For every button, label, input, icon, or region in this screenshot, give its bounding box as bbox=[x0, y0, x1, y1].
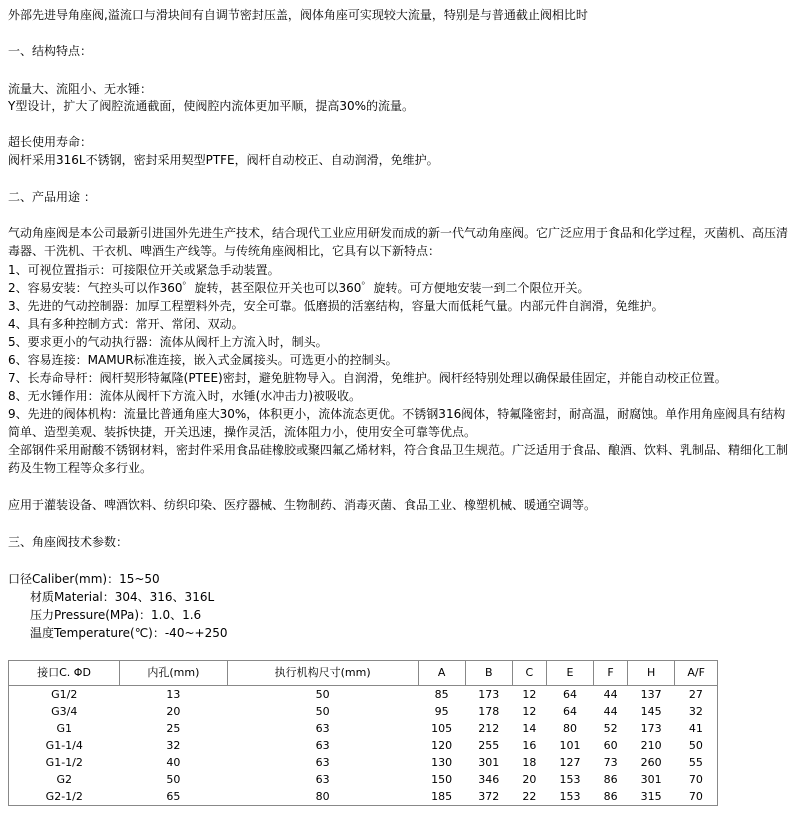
table-cell: 145 bbox=[640, 705, 662, 718]
table-cell: 65 bbox=[120, 788, 228, 806]
header-interface: 接口C. ΦD bbox=[9, 661, 120, 686]
table-cell: 12 bbox=[522, 705, 537, 718]
table-cell: G1-1/2 bbox=[45, 756, 83, 769]
header-af: A/F bbox=[675, 661, 718, 686]
table-cell: 40 bbox=[166, 756, 181, 769]
table-cell: 153 bbox=[546, 788, 593, 806]
table-cell: 70 bbox=[688, 773, 703, 786]
table-cell: 153 bbox=[559, 773, 581, 786]
feature-item-2: 2、容易安装：气控头可以作360゜旋转，甚至限位开关也可以360゜旋转。可方便地安装一到二个限位开关。 bbox=[8, 281, 590, 295]
table-cell: 14 bbox=[522, 722, 537, 735]
feature-item-8: 8、无水锤作用：流体从阀杆下方流入时，水锤(水冲击力)被吸收。 bbox=[8, 389, 362, 403]
table-cell: G2-1/2 bbox=[9, 788, 120, 806]
table-cell: G3/4 bbox=[51, 705, 78, 718]
feature-item-6: 6、容易连接：MAMUR标准连接，嵌入式金属接头。可选更小的控制头。 bbox=[8, 353, 398, 367]
table-cell: 25 bbox=[166, 722, 181, 735]
header-actuator-size: 执行机构尺寸(mm) bbox=[227, 661, 418, 686]
header-h: H bbox=[628, 661, 675, 686]
table-cell: G1/2 bbox=[51, 688, 78, 701]
table-cell: 86 bbox=[594, 788, 628, 806]
table-cell: 130 bbox=[431, 756, 453, 769]
table-row bbox=[9, 737, 718, 754]
feature-item-9: 9、先进的阀体机构：流量比普通角座大30%，体积更小，流体流态更优。不锈钢316阀体，特氟隆密封，耐高温，耐腐蚀。单作用角座阀具有结构简单、造型美观、装拆快捷，开关迅速，操作灵活，流体阻力小，使用安全可靠等优点。 bbox=[8, 407, 786, 439]
param-pressure: 压力Pressure(MPa)：1.0、1.6 bbox=[30, 608, 202, 622]
table-cell: G1 bbox=[56, 722, 73, 735]
table-cell: 52 bbox=[603, 722, 618, 735]
table-cell: 20 bbox=[522, 773, 537, 786]
param-material: 材质Material：304、316、316L bbox=[30, 590, 215, 604]
material-paragraph: 全部钢件采用耐酸不锈钢材料，密封件采用食品硅橡胶或聚四氟乙烯材料，符合食品卫生规范。广泛适用于食品、酿酒、饮料、乳制品、精细化工制药及生物工程等众多行业。 bbox=[8, 443, 789, 475]
table-cell: 63 bbox=[315, 756, 330, 769]
header-c: C bbox=[512, 661, 546, 686]
feature-item-1: 1、可视位置指示：可接限位开关或紧急手动装置。 bbox=[8, 263, 280, 277]
table-cell: 212 bbox=[478, 722, 500, 735]
header-f: F bbox=[594, 661, 628, 686]
section-3-title: 三、角座阀技术参数： bbox=[8, 535, 129, 549]
table-cell: 315 bbox=[628, 788, 675, 806]
table-cell: 73 bbox=[603, 756, 618, 769]
table-cell: 22 bbox=[512, 788, 546, 806]
table-cell: 150 bbox=[431, 773, 453, 786]
table-cell: 44 bbox=[603, 688, 618, 701]
param-caliber: 口径Caliber(mm)：15~50 bbox=[8, 572, 160, 586]
table-cell: 80 bbox=[227, 788, 418, 806]
table-cell: 260 bbox=[640, 756, 662, 769]
table-cell: 95 bbox=[434, 705, 449, 718]
usage-paragraph: 气动角座阀是本公司最新引进国外先进生产技术，结合现代工业应用研发而成的新一代气动角座阀。它广泛应用于食品和化学过程，灭菌机、高压清毒器、干洗机、干衣机、啤酒生产线等。与传统角座阀相比，它具有以下新特点： bbox=[8, 226, 789, 258]
table-cell: 80 bbox=[562, 722, 577, 735]
table-cell: 105 bbox=[431, 722, 453, 735]
table-cell: G2 bbox=[56, 773, 73, 786]
table-cell: 127 bbox=[559, 756, 581, 769]
table-cell: 210 bbox=[640, 739, 662, 752]
table-cell: 173 bbox=[478, 688, 500, 701]
table-cell: 20 bbox=[166, 705, 181, 718]
table-cell: 13 bbox=[166, 688, 181, 701]
table-cell: 60 bbox=[603, 739, 618, 752]
table-cell: 64 bbox=[562, 705, 577, 718]
table-header-row bbox=[9, 661, 718, 686]
table-row bbox=[9, 703, 718, 720]
table-row bbox=[9, 771, 718, 788]
section-1-title: 一、结构特点： bbox=[8, 44, 93, 58]
table-row bbox=[9, 686, 718, 704]
table-cell: 70 bbox=[675, 788, 718, 806]
table-cell: 55 bbox=[688, 756, 703, 769]
table-cell: 120 bbox=[431, 739, 453, 752]
spec-table bbox=[8, 660, 718, 806]
feature-1-text: Y型设计，扩大了阀腔流通截面，使阀腔内流体更加平顺，提高30%的流量。 bbox=[8, 99, 415, 113]
table-cell: 178 bbox=[478, 705, 500, 718]
table-cell: 301 bbox=[640, 773, 662, 786]
table-cell: 41 bbox=[688, 722, 703, 735]
header-e: E bbox=[546, 661, 593, 686]
feature-item-4: 4、具有多种控制方式：常开、常闭、双动。 bbox=[8, 317, 244, 331]
table-cell: 101 bbox=[559, 739, 581, 752]
table-cell: 50 bbox=[166, 773, 181, 786]
table-cell: 185 bbox=[418, 788, 465, 806]
table-cell: 173 bbox=[640, 722, 662, 735]
table-cell: 255 bbox=[478, 739, 500, 752]
feature-2-title: 超长使用寿命： bbox=[8, 135, 93, 149]
table-cell: 63 bbox=[315, 739, 330, 752]
table-cell: 18 bbox=[522, 756, 537, 769]
feature-item-5: 5、要求更小的气动执行器：流体从阀杆上方流入时，制头。 bbox=[8, 335, 328, 349]
table-row bbox=[9, 788, 718, 806]
table-cell: 63 bbox=[315, 722, 330, 735]
table-cell: 64 bbox=[562, 688, 577, 701]
table-row bbox=[9, 754, 718, 771]
feature-1-title: 流量大、流阻小、无水锤： bbox=[8, 82, 153, 96]
table-cell: 50 bbox=[688, 739, 703, 752]
table-cell: 137 bbox=[640, 688, 662, 701]
table-row bbox=[9, 720, 718, 737]
header-bore: 内孔(mm) bbox=[120, 661, 228, 686]
feature-2-text: 阀杆采用316L不锈钢，密封采用契型PTFE，阀杆自动校正、自动润滑，免维护。 bbox=[8, 153, 439, 167]
table-cell: 32 bbox=[688, 705, 703, 718]
header-b: B bbox=[465, 661, 512, 686]
table-cell: 301 bbox=[478, 756, 500, 769]
table-cell: 16 bbox=[522, 739, 537, 752]
applications-text: 应用于灌装设备、啤酒饮料、纺织印染、医疗器械、生物制药、消毒灭菌、食品工业、橡塑机械、暖通空调等。 bbox=[8, 498, 597, 512]
table-cell: 32 bbox=[166, 739, 181, 752]
table-cell: 44 bbox=[603, 705, 618, 718]
feature-item-3: 3、先进的气动控制器：加厚工程塑料外壳，安全可靠。低磨损的活塞结构，容量大而低耗气量。内部元件自润滑，免维护。 bbox=[8, 299, 664, 313]
table-cell: 50 bbox=[315, 688, 330, 701]
table-cell: 50 bbox=[315, 705, 330, 718]
table-cell: 63 bbox=[315, 773, 330, 786]
param-temperature: 温度Temperature(℃)：-40~+250 bbox=[30, 626, 228, 640]
table-cell: 27 bbox=[688, 688, 703, 701]
feature-item-7: 7、长寿命导杆：阀杆契形特氟隆(PTEE)密封，避免脏物导入。自润滑，免维护。阀杆经特别处理以确保最佳固定，并能自动校正位置。 bbox=[8, 371, 727, 385]
intro-text: 外部先进导角座阀,溢流口与滑块间有自调节密封压盖，阀体角座可实现较大流量，特别是与普通截止阀相比时 bbox=[8, 8, 588, 22]
table-cell: 372 bbox=[465, 788, 512, 806]
table-cell: 86 bbox=[603, 773, 618, 786]
table-cell: 346 bbox=[478, 773, 500, 786]
header-a: A bbox=[418, 661, 465, 686]
table-cell: 85 bbox=[434, 688, 449, 701]
table-cell: 12 bbox=[522, 688, 537, 701]
table-cell: G1-1/4 bbox=[45, 739, 83, 752]
section-2-title: 二、产品用途 ： bbox=[8, 190, 96, 204]
